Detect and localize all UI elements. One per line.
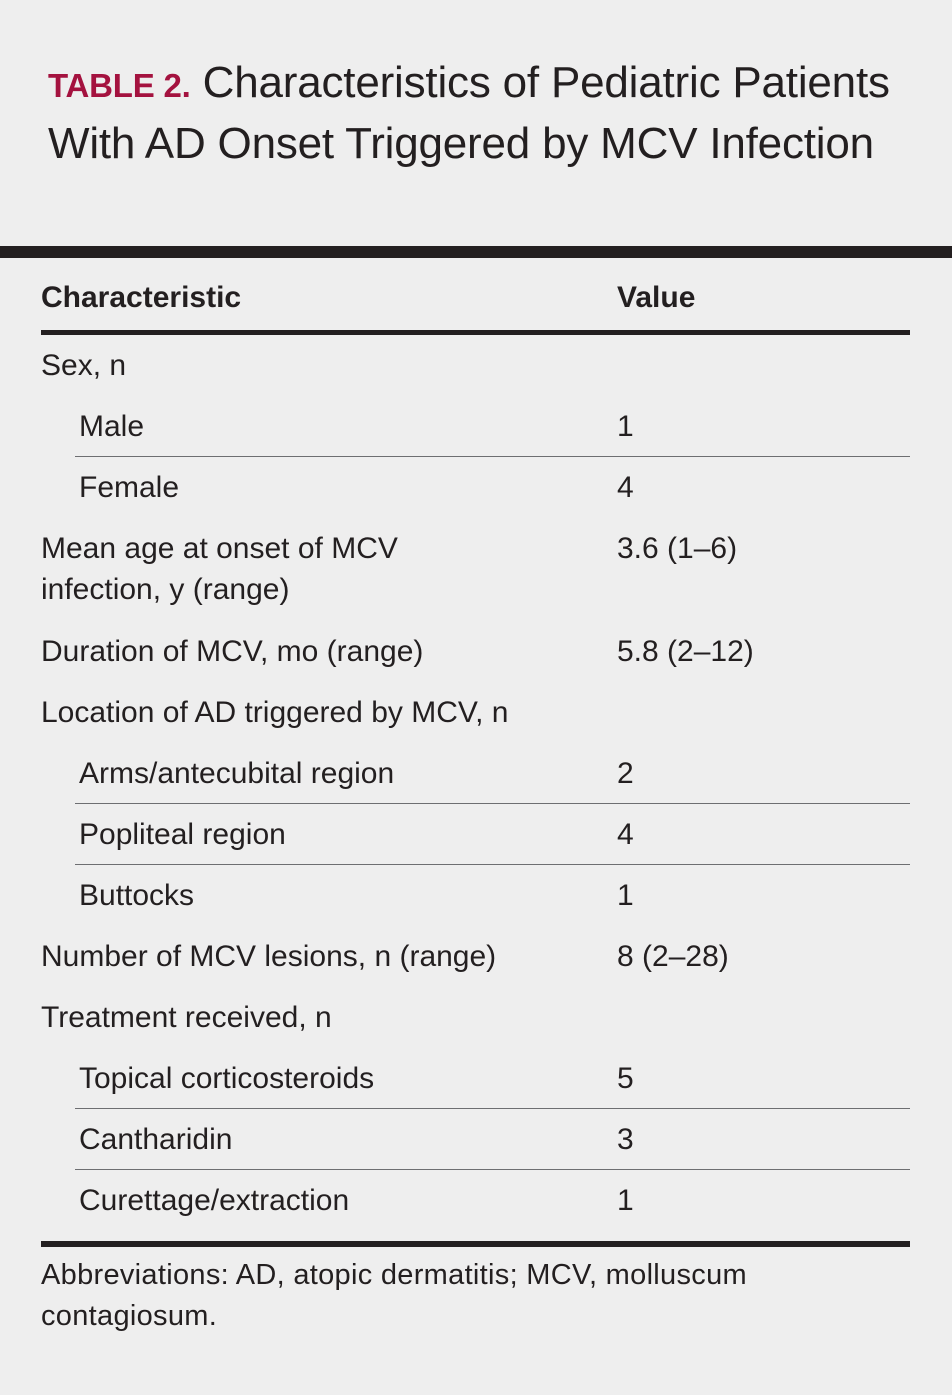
- row-characteristic: Duration of MCV, mo (range): [41, 635, 424, 668]
- table-row: [41, 457, 910, 518]
- table-row: [41, 1048, 910, 1109]
- row-characteristic: Female: [79, 471, 180, 504]
- row-characteristic: Sex, n: [41, 349, 127, 382]
- row-characteristic: Mean age at onset of MCV infection, y (range): [41, 532, 398, 606]
- bottom-rule: [41, 1241, 910, 1247]
- row-value: 1: [617, 1184, 634, 1217]
- row-value: 1: [617, 410, 634, 443]
- row-characteristic: Arms/antecubital region: [79, 757, 395, 790]
- row-value: 4: [617, 471, 634, 504]
- table-row: [41, 987, 910, 1048]
- row-value: 8 (2–28): [617, 940, 729, 973]
- table-row: [41, 865, 910, 926]
- table-row: [41, 1170, 910, 1231]
- row-characteristic: Curettage/extraction: [79, 1184, 350, 1217]
- table-title: [48, 54, 908, 173]
- column-header-characteristic: Characteristic: [41, 281, 242, 314]
- row-characteristic: Location of AD triggered by MCV, n: [41, 696, 509, 729]
- row-characteristic: Topical corticosteroids: [79, 1062, 375, 1095]
- row-value: 3: [617, 1123, 634, 1156]
- row-characteristic: Cantharidin: [79, 1123, 233, 1156]
- table-number-label: TABLE 2.: [48, 67, 191, 104]
- table-row: [41, 743, 910, 804]
- table-row: [41, 396, 910, 457]
- table-header-row: [41, 258, 910, 335]
- abbreviations-footnote: Abbreviations: AD, atopic dermatitis; MCV, molluscum contagiosum.: [41, 1259, 747, 1332]
- table-row: [41, 926, 910, 987]
- row-characteristic: Treatment received, n: [41, 1001, 332, 1034]
- table-row: [41, 1109, 910, 1170]
- top-rule: [0, 246, 952, 258]
- table-row: [41, 682, 910, 743]
- row-characteristic: Buttocks: [79, 879, 195, 912]
- row-characteristic: Popliteal region: [79, 818, 286, 851]
- row-value: 4: [617, 818, 634, 851]
- row-value: 3.6 (1–6): [617, 532, 738, 565]
- column-header-value: Value: [617, 281, 696, 314]
- table-row: [41, 518, 910, 621]
- row-value: 5.8 (2–12): [617, 635, 754, 668]
- table-row: [41, 621, 910, 682]
- row-value: 2: [617, 757, 634, 790]
- row-characteristic: Number of MCV lesions, n (range): [41, 940, 497, 973]
- row-characteristic: Male: [79, 410, 145, 443]
- characteristics-table: [41, 258, 910, 1231]
- row-value: 1: [617, 879, 634, 912]
- table-row: [41, 804, 910, 865]
- row-value: 5: [617, 1062, 634, 1095]
- table-title-text: Characteristics of Pediatric Patients With AD Onset Triggered by MCV Infection: [48, 58, 890, 168]
- table-row: [41, 335, 910, 396]
